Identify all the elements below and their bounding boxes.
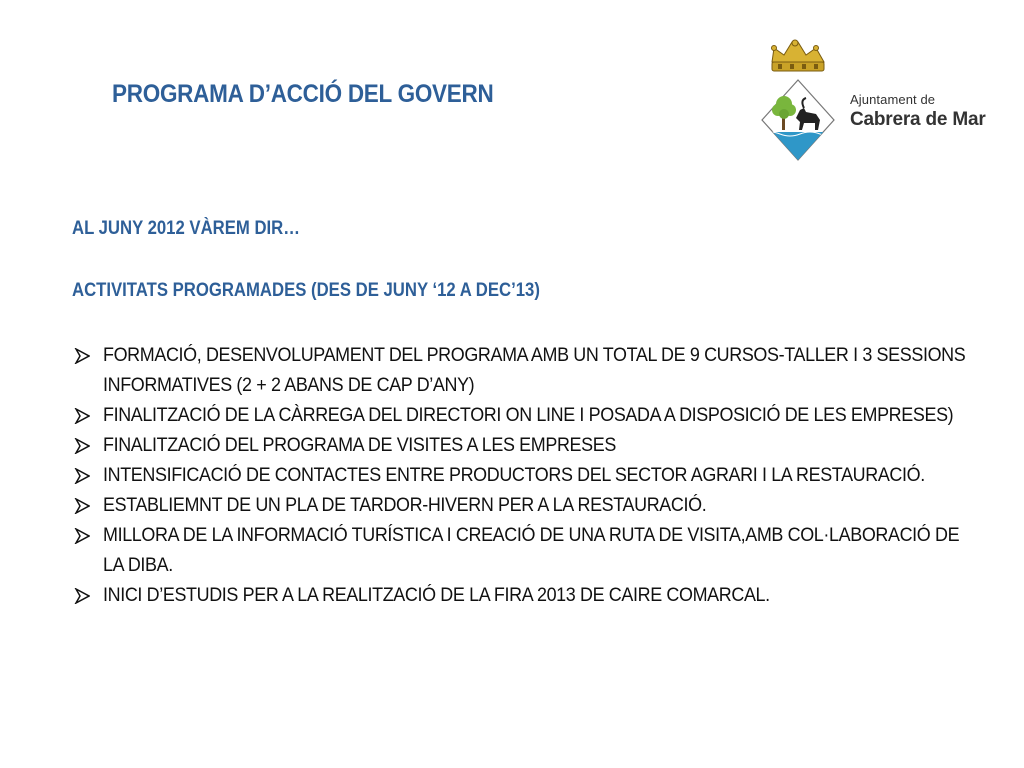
list-item-text: MILLORA DE LA INFORMACIÓ TURÍSTICA I CREACIÓ DE UNA RUTA DE VISITA,AMB COL·LABORACIÓ DE LA DIBA. bbox=[103, 524, 960, 576]
list-item-text: INICI D’ESTUDIS PER A LA REALITZACIÓ DE LA FIRA 2013 DE CAIRE COMARCAL. bbox=[103, 584, 770, 606]
coat-of-arms-icon bbox=[760, 38, 850, 168]
arrow-bullet-icon bbox=[74, 348, 90, 364]
list-item-text: FORMACIÓ, DESENVOLUPAMENT DEL PROGRAMA AMB UN TOTAL DE 9 CURSOS-TALLER I 3 SESSIONS INFORMATIVES (2 + 2 ABANS DE CAP D’ANY) bbox=[103, 344, 966, 396]
arrow-bullet-icon bbox=[74, 438, 90, 454]
list-item bbox=[72, 430, 972, 460]
list-item-text: ESTABLIEMNT DE UN PLA DE TARDOR-HIVERN PER A LA RESTAURACIÓ. bbox=[103, 494, 707, 516]
shield-icon bbox=[760, 80, 840, 162]
arrow-bullet-icon bbox=[74, 528, 90, 544]
list-item bbox=[72, 460, 972, 490]
municipality-logo bbox=[760, 38, 1010, 168]
list-item bbox=[72, 340, 972, 400]
list-item-text: INTENSIFICACIÓ DE CONTACTES ENTRE PRODUCTORS DEL SECTOR AGRARI I LA RESTAURACIÓ. bbox=[103, 464, 925, 486]
arrow-bullet-icon bbox=[74, 468, 90, 484]
logo-line-2: Cabrera de Mar bbox=[850, 109, 986, 130]
arrow-bullet-icon bbox=[74, 498, 90, 514]
list-item bbox=[72, 490, 972, 520]
logo-line-1: Ajuntament de bbox=[850, 92, 936, 107]
list-item bbox=[72, 580, 972, 610]
slide-title: PROGRAMA D’ACCIÓ DEL GOVERN bbox=[112, 80, 494, 108]
section-heading-2: ACTIVITATS PROGRAMADES (DES DE JUNY ‘12 A DEC’13) bbox=[72, 280, 540, 301]
list-item bbox=[72, 520, 972, 580]
crown-icon bbox=[772, 40, 825, 71]
activity-list bbox=[72, 340, 972, 610]
logo-wordmark bbox=[850, 92, 986, 131]
section-heading-1: AL JUNY 2012 VÀREM DIR… bbox=[72, 218, 300, 239]
list-item bbox=[72, 400, 972, 430]
list-item-text: FINALITZACIÓ DEL PROGRAMA DE VISITES A LES EMPRESES bbox=[103, 434, 616, 456]
arrow-bullet-icon bbox=[74, 588, 90, 604]
list-item-text: FINALITZACIÓ DE LA CÀRREGA DEL DIRECTORI ON LINE I POSADA A DISPOSICIÓ DE LES EMPRESES) bbox=[103, 404, 954, 426]
arrow-bullet-icon bbox=[74, 408, 90, 424]
